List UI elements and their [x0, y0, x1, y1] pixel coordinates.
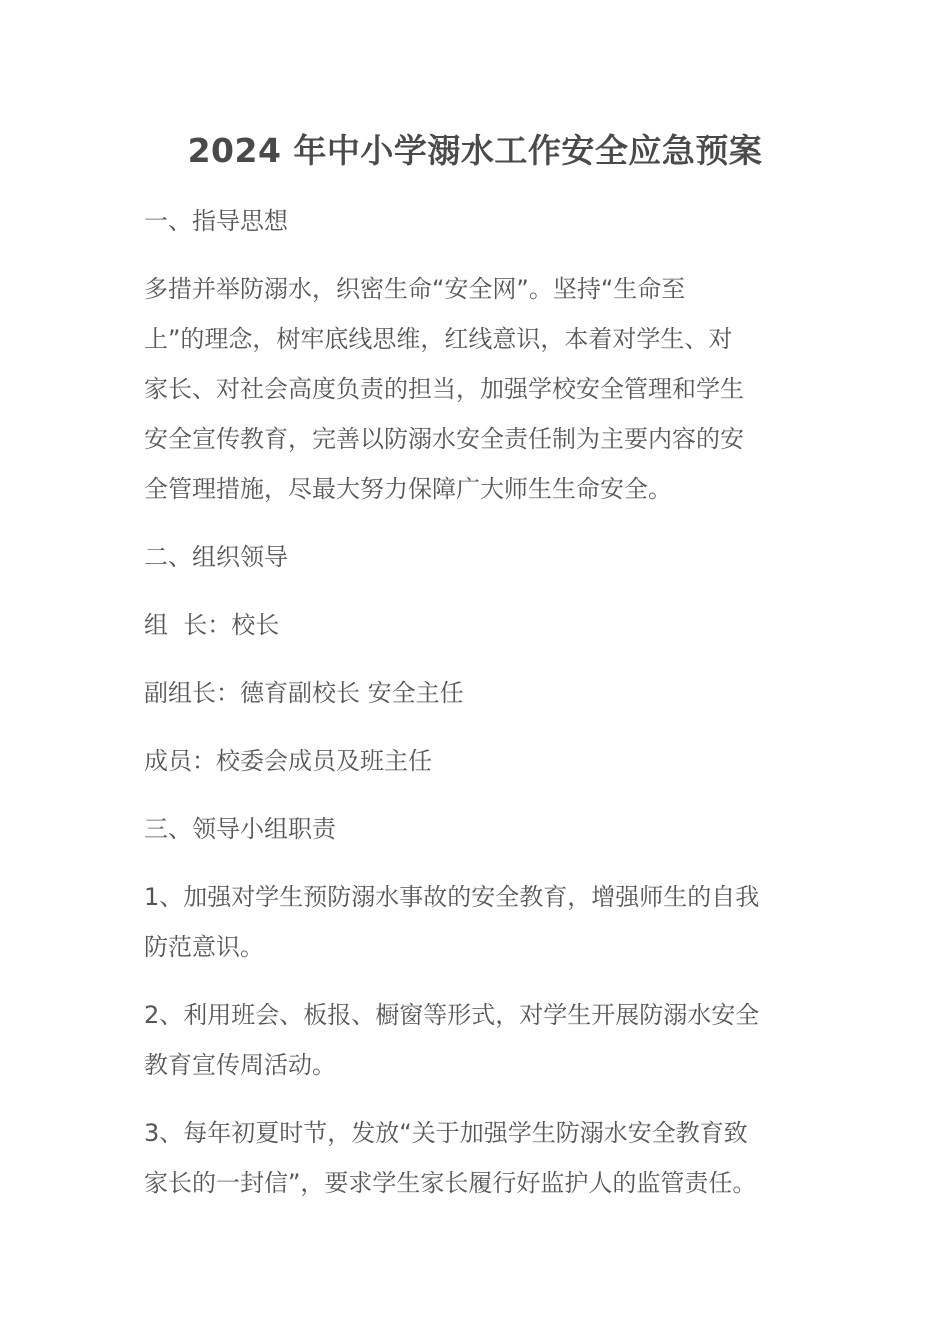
- responsibility-item-2: [144, 990, 804, 1090]
- paragraph-line: 2、利用班会、板报、橱窗等形式，对学生开展防溺水安全: [144, 1001, 760, 1029]
- paragraph-line: 防范意识。: [144, 933, 264, 961]
- team-members: 成员：校委会成员及班主任: [144, 747, 432, 775]
- team-leader: 组 长：校长: [144, 611, 280, 639]
- document-title: 2024 年中小学溺水工作安全应急预案: [187, 131, 763, 170]
- section-heading-guiding-ideology: 一、指导思想: [144, 207, 288, 235]
- deputy-leader: 副组长：德育副校长 安全主任: [144, 679, 464, 707]
- paragraph-line: 1、加强对学生预防溺水事故的安全教育，增强师生的自我: [144, 883, 760, 911]
- paragraph-line: 多措并举防溺水，织密生命“安全网”。坚持“生命至: [144, 275, 686, 303]
- paragraph-line: 3、每年初夏时节，发放“关于加强学生防溺水安全教育致: [144, 1119, 748, 1147]
- responsibility-item-3: [144, 1108, 804, 1208]
- document-body: [144, 196, 804, 1226]
- guiding-ideology-paragraph: [144, 264, 804, 514]
- paragraph-line: 上”的理念，树牢底线思维，红线意识，本着对学生、对: [144, 325, 733, 353]
- paragraph-line: 安全宣传教育，完善以防溺水安全责任制为主要内容的安: [144, 425, 744, 453]
- section-heading-organization: 二、组织领导: [144, 543, 288, 571]
- section-heading-responsibilities: 三、领导小组职责: [144, 815, 336, 843]
- paragraph-line: 家长的一封信”，要求学生家长履行好监护人的监管责任。: [144, 1169, 757, 1197]
- paragraph-line: 全管理措施，尽最大努力保障广大师生生命安全。: [144, 475, 672, 503]
- paragraph-line: 家长、对社会高度负责的担当，加强学校安全管理和学生: [144, 375, 744, 403]
- responsibility-item-1: [144, 872, 804, 972]
- paragraph-line: 教育宣传周活动。: [144, 1051, 336, 1079]
